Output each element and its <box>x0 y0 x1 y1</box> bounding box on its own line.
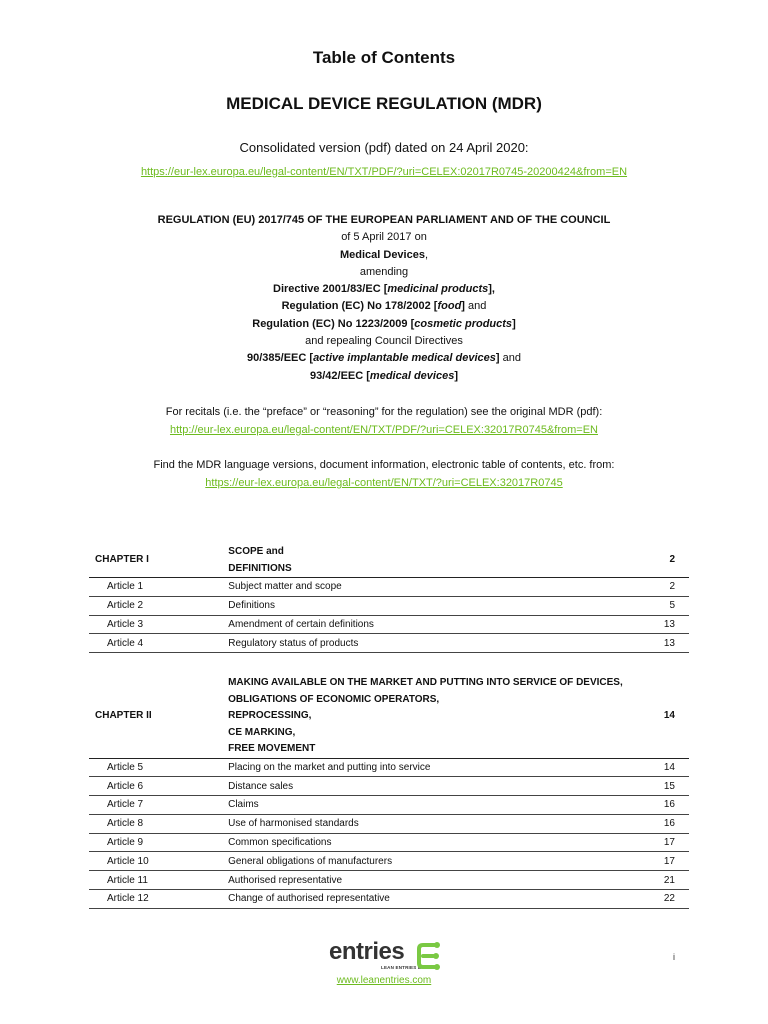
article-page: 21 <box>663 874 675 886</box>
article-page: 16 <box>663 818 675 830</box>
regulation-date: of 5 April 2017 on <box>341 231 427 244</box>
article-page: 15 <box>663 780 675 792</box>
article-label: Article 2 <box>107 600 144 612</box>
article-label: Article 5 <box>107 761 144 773</box>
article-page: 16 <box>663 799 675 811</box>
article-title: Subject matter and scope <box>228 581 342 593</box>
article-title: Regulatory status of products <box>228 637 359 649</box>
regulation-directive-93: 93/42/EEC [medical devices] <box>310 369 458 382</box>
article-label: Article 1 <box>107 581 144 593</box>
recitals-section <box>0 403 768 439</box>
article-page: 5 <box>669 600 675 612</box>
article-row[interactable] <box>89 758 689 777</box>
consolidated-version-text: Consolidated version (pdf) dated on 24 April 2020: <box>239 140 529 155</box>
article-title: Claims <box>228 799 259 811</box>
entries-logo <box>329 938 449 974</box>
regulation-directive-2001: Directive 2001/83/EC [medicinal products], <box>273 283 495 296</box>
article-title: General obligations of manufacturers <box>228 855 393 867</box>
regulation-repealing: and repealing Council Directives <box>305 335 463 348</box>
chapter-row[interactable] <box>89 544 689 578</box>
article-page: 17 <box>663 837 675 849</box>
regulation-directive-90: 90/385/EEC [active implantable medical devices] and <box>247 352 521 365</box>
article-title: Amendment of certain definitions <box>228 618 374 630</box>
article-page: 13 <box>663 618 675 630</box>
article-label: Article 8 <box>107 818 144 830</box>
consolidated-version-link[interactable]: https://eur-lex.europa.eu/legal-content/EN/TXT/PDF/?uri=CELEX:02017R0745-20200424&from=EN <box>140 166 628 178</box>
language-versions-text: Find the MDR language versions, document information, electronic table of contents, etc. from: <box>153 459 615 471</box>
article-row[interactable] <box>89 833 689 852</box>
article-row[interactable] <box>89 796 689 815</box>
chapter-label: CHAPTER II <box>95 710 152 721</box>
regulation-block: REGULATION (EU) 2017/745 OF THE EUROPEAN PARLIAMENT AND OF THE COUNCIL of 5 April 2017 on Medical Devices, amending Directive 2001/83/EC [medicinal products], Regulation (EC) No 178/2002 [food] and Regulation (EC) No 1223/2009 [cosmetic products] and repealing Council Directives 90/385/EEC [active implantable medical devices] and 93/42/EEC [medical devices] <box>0 212 768 385</box>
article-row[interactable] <box>89 777 689 796</box>
recitals-text: For recitals (i.e. the “preface” or “reasoning” for the regulation) see the original MDR (pdf): <box>165 406 603 418</box>
article-title: Use of harmonised standards <box>228 818 359 830</box>
article-label: Article 9 <box>107 837 144 849</box>
document-title: MEDICAL DEVICE REGULATION (MDR) <box>226 94 542 113</box>
chapter-page: 14 <box>663 710 675 721</box>
article-title: Definitions <box>228 600 275 612</box>
article-page: 14 <box>663 761 675 773</box>
article-label: Article 7 <box>107 799 144 811</box>
article-label: Article 12 <box>107 893 149 905</box>
toc-table-chapter-2 <box>89 675 689 909</box>
article-row[interactable] <box>89 814 689 833</box>
article-label: Article 6 <box>107 780 144 792</box>
language-versions-section <box>0 456 768 492</box>
website-link[interactable]: www.leanentries.com <box>336 975 432 986</box>
article-title: Common specifications <box>228 837 332 849</box>
regulation-cosmetic: Regulation (EC) No 1223/2009 [cosmetic products] <box>252 317 516 330</box>
logo-wordmark: entries <box>329 938 405 965</box>
page-number: i <box>673 952 675 962</box>
article-page: 17 <box>663 855 675 867</box>
article-row[interactable] <box>89 578 689 597</box>
regulation-subject: Medical Devices <box>339 248 425 261</box>
chapter-page: 2 <box>669 554 675 566</box>
article-row[interactable] <box>89 890 689 909</box>
article-title: Placing on the market and putting into service <box>228 761 431 773</box>
regulation-food: Regulation (EC) No 178/2002 [food] and <box>281 300 487 313</box>
article-row[interactable] <box>89 615 689 634</box>
page-title: Table of Contents <box>312 48 456 67</box>
article-page: 13 <box>663 637 675 649</box>
chapter-title: SCOPE and DEFINITIONS <box>228 546 292 574</box>
article-row[interactable] <box>89 634 689 653</box>
article-title: Distance sales <box>228 780 294 792</box>
regulation-amending: amending <box>359 265 409 278</box>
chapter-row[interactable] <box>89 675 689 758</box>
article-row[interactable] <box>89 871 689 890</box>
article-row[interactable] <box>89 596 689 615</box>
entries-logo-icon <box>413 940 443 972</box>
article-label: Article 11 <box>107 874 148 886</box>
article-row[interactable] <box>89 852 689 871</box>
article-page: 22 <box>663 893 675 905</box>
toc-table-chapter-1 <box>89 544 689 653</box>
article-title: Authorised representative <box>228 874 343 886</box>
language-versions-link[interactable]: https://eur-lex.europa.eu/legal-content/EN/TXT/?uri=CELEX:32017R0745 <box>205 477 563 489</box>
article-label: Article 3 <box>107 618 144 630</box>
article-label: Article 10 <box>107 855 149 867</box>
chapter-title: MAKING AVAILABLE ON THE MARKET AND PUTTING INTO SERVICE OF DEVICES, OBLIGATIONS OF ECONOMIC OPERATORS, REPROCESSING, CE MARKING, FREE MOVEMENT <box>228 677 623 754</box>
article-page: 2 <box>669 581 675 593</box>
chapter-label: CHAPTER I <box>95 554 149 566</box>
article-label: Article 4 <box>107 637 144 649</box>
article-title: Change of authorised representative <box>228 893 390 905</box>
recitals-link[interactable]: http://eur-lex.europa.eu/legal-content/EN/TXT/PDF/?uri=CELEX:32017R0745&from=EN <box>169 424 598 436</box>
logo-subtitle: LEAN ENTRIES LTD <box>381 965 427 970</box>
regulation-title: REGULATION (EU) 2017/745 OF THE EUROPEAN PARLIAMENT AND OF THE COUNCIL <box>157 214 611 226</box>
